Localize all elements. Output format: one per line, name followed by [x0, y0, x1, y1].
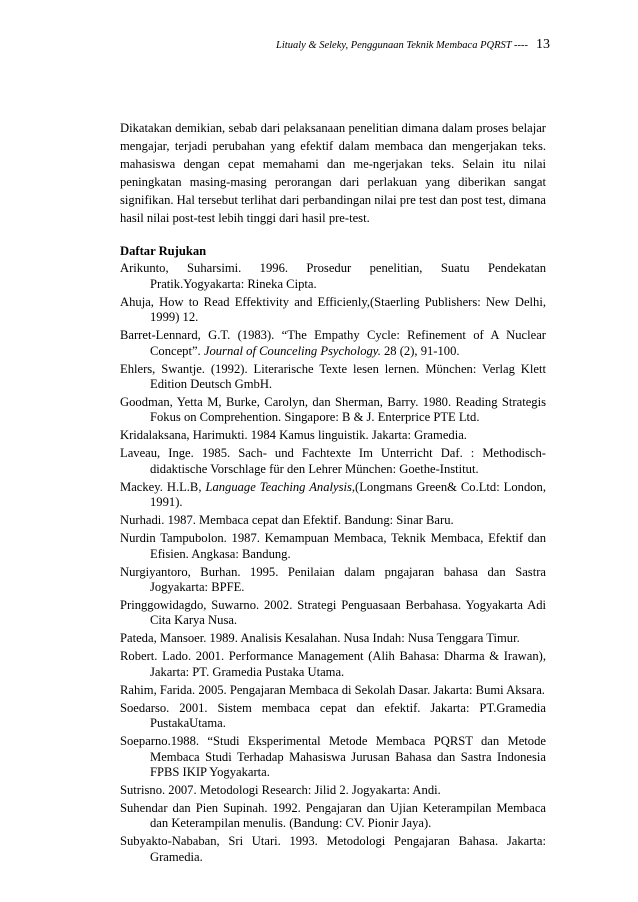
reference-entry	[120, 480, 546, 511]
references-heading: Daftar Rujukan	[120, 244, 207, 259]
reference-entry	[120, 598, 546, 629]
reference-text: Ehlers, Swantje. (1992). Literarische Texte lesen lernen. Mϋnchen: Verlag Klett Edition Deutsch GmbH.	[120, 361, 546, 391]
reference-entry	[120, 701, 546, 732]
running-header	[276, 37, 550, 53]
reference-text: Robert. Lado. 2001. Performance Management (Alih Bahasa: Dharma & Irawan), Jakarta: PT. Gramedia Pustaka Utama.	[120, 649, 546, 679]
reference-text: Goodman, Yetta M, Burke, Carolyn, dan Sherman, Barry. 1980. Reading Strategis Fokus on Comprehention. Singapore: B & J. Enterprice PTE Ltd.	[120, 394, 546, 425]
reference-text: Subyakto-Nababan, Sri Utari. 1993. Metodologi Pengajaran Bahasa. Jakarta: Gramedia.	[120, 834, 546, 864]
page-number: 13	[536, 37, 550, 52]
reference-entry	[120, 649, 546, 680]
reference-text: Pringgowidagdo, Suwarno. 2002. Strategi Penguasaan Berbahasa. Yogyakarta Adi Cita Karya Nusa.	[120, 598, 546, 628]
reference-entry	[120, 261, 546, 292]
reference-entry	[120, 428, 546, 443]
reference-text: Nurgiyantoro, Burhan. 1995. Penilaian dalam pngajaran bahasa dan Sastra Jogyakarta: BPFE.	[120, 564, 546, 594]
reference-entry	[120, 295, 546, 326]
running-title: Litualy & Seleky, Penggunaan Teknik Membaca PQRST ----	[276, 40, 528, 51]
reference-list	[120, 261, 546, 865]
reference-entry	[120, 513, 546, 528]
reference-text: Laveau, Inge. 1985. Sach- und Fachtexte Im Unterricht Daf. : Methodisch-didaktische Vorschlage für den Lehrer München: Goethe-Institut.	[120, 446, 546, 476]
reference-text: Kridalaksana, Harimukti. 1984 Kamus linguistik. Jakarta: Gramedia.	[120, 428, 467, 443]
reference-text: Rahim, Farida. 2005. Pengajaran Membaca di Sekolah Dasar. Jakarta: Bumi Aksara.	[120, 682, 545, 697]
reference-text: ,(Longmans Green& Co.Ltd: London, 1991).	[150, 479, 546, 510]
reference-entry	[120, 395, 546, 426]
reference-text: Arikunto, Suharsimi. 1996. Prosedur penelitian, Suatu Pendekatan Pratik.Yogyakarta: Rineka Cipta.	[120, 261, 546, 291]
reference-entry	[120, 801, 546, 832]
page-body	[120, 120, 546, 868]
reference-italic-title: Language Teaching Analysis	[205, 479, 352, 494]
reference-entry	[120, 362, 546, 393]
reference-text: Suhendar dan Pien Supinah. 1992. Pengajaran dan Ujian Keterampilan Membaca dan Keterampilan menulis. (Bandung: CV. Pionir Jaya).	[120, 801, 546, 831]
conclusion-paragraph: Dikatakan demikian, sebab dari pelaksanaan penelitian dimana dalam proses belajar mengajar, terjadi perubahan yang efektif dalam membaca dan mengerjakan teks. mahasiswa dengan cepat memahami dan me-ngerjakan teks. Selain itu nilai peningkatan masing-masing perorangan dari perlakuan yang diberikan sangat signifikan. Hal tersebut terlihat dari perbandingan nilai pre test dan post test, dimana hasil nilai post-test lebih tinggi dari hasil pre-test.	[120, 121, 546, 225]
reference-entry	[120, 783, 546, 798]
reference-text: Soedarso. 2001. Sistem membaca cepat dan efektif. Jakarta: PT.Gramedia PustakaUtama.	[120, 700, 546, 731]
reference-text: Barret-Lennard, G.T. (1983). “The Empathy Cycle: Refinement of A Nuclear Concept”.	[120, 328, 546, 358]
reference-entry	[120, 734, 546, 780]
reference-entry	[120, 834, 546, 865]
reference-italic-title: Journal of Counceling Psychology.	[203, 343, 381, 358]
reference-entry	[120, 328, 546, 359]
reference-text: Soeparno.1988. “Studi Eksperimental Metode Membaca PQRST dan Metode Membaca Studi Terhadap Mahasiswa Jurusan Bahasa dan Sastra Indonesia FPBS IKIP Yogyakarta.	[120, 734, 546, 780]
reference-entry	[120, 683, 546, 698]
reference-entry	[120, 631, 546, 646]
reference-entry	[120, 531, 546, 562]
reference-text: Pateda, Mansoer. 1989. Analisis Kesalahan. Nusa Indah: Nusa Tenggara Timur.	[120, 631, 520, 646]
reference-text: Nurdin Tampubolon. 1987. Kemampuan Membaca, Teknik Membaca, Efektif dan Efisien. Angkasa: Bandung.	[120, 531, 546, 561]
reference-text: Nurhadi. 1987. Membaca cepat dan Efektif. Bandung: Sinar Baru.	[120, 513, 454, 528]
reference-text: Ahuja, How to Read Effektivity and Efficienly,(Staerling Publishers: New Delhi, 1999) 12.	[120, 294, 546, 325]
reference-text: 28 (2), 91-100.	[380, 343, 460, 358]
reference-text: Sutrisno. 2007. Metodologi Research: Jilid 2. Jogyakarta: Andi.	[120, 783, 441, 798]
reference-entry	[120, 446, 546, 477]
reference-text: Mackey. H.L.B,	[120, 479, 206, 494]
reference-entry	[120, 565, 546, 596]
